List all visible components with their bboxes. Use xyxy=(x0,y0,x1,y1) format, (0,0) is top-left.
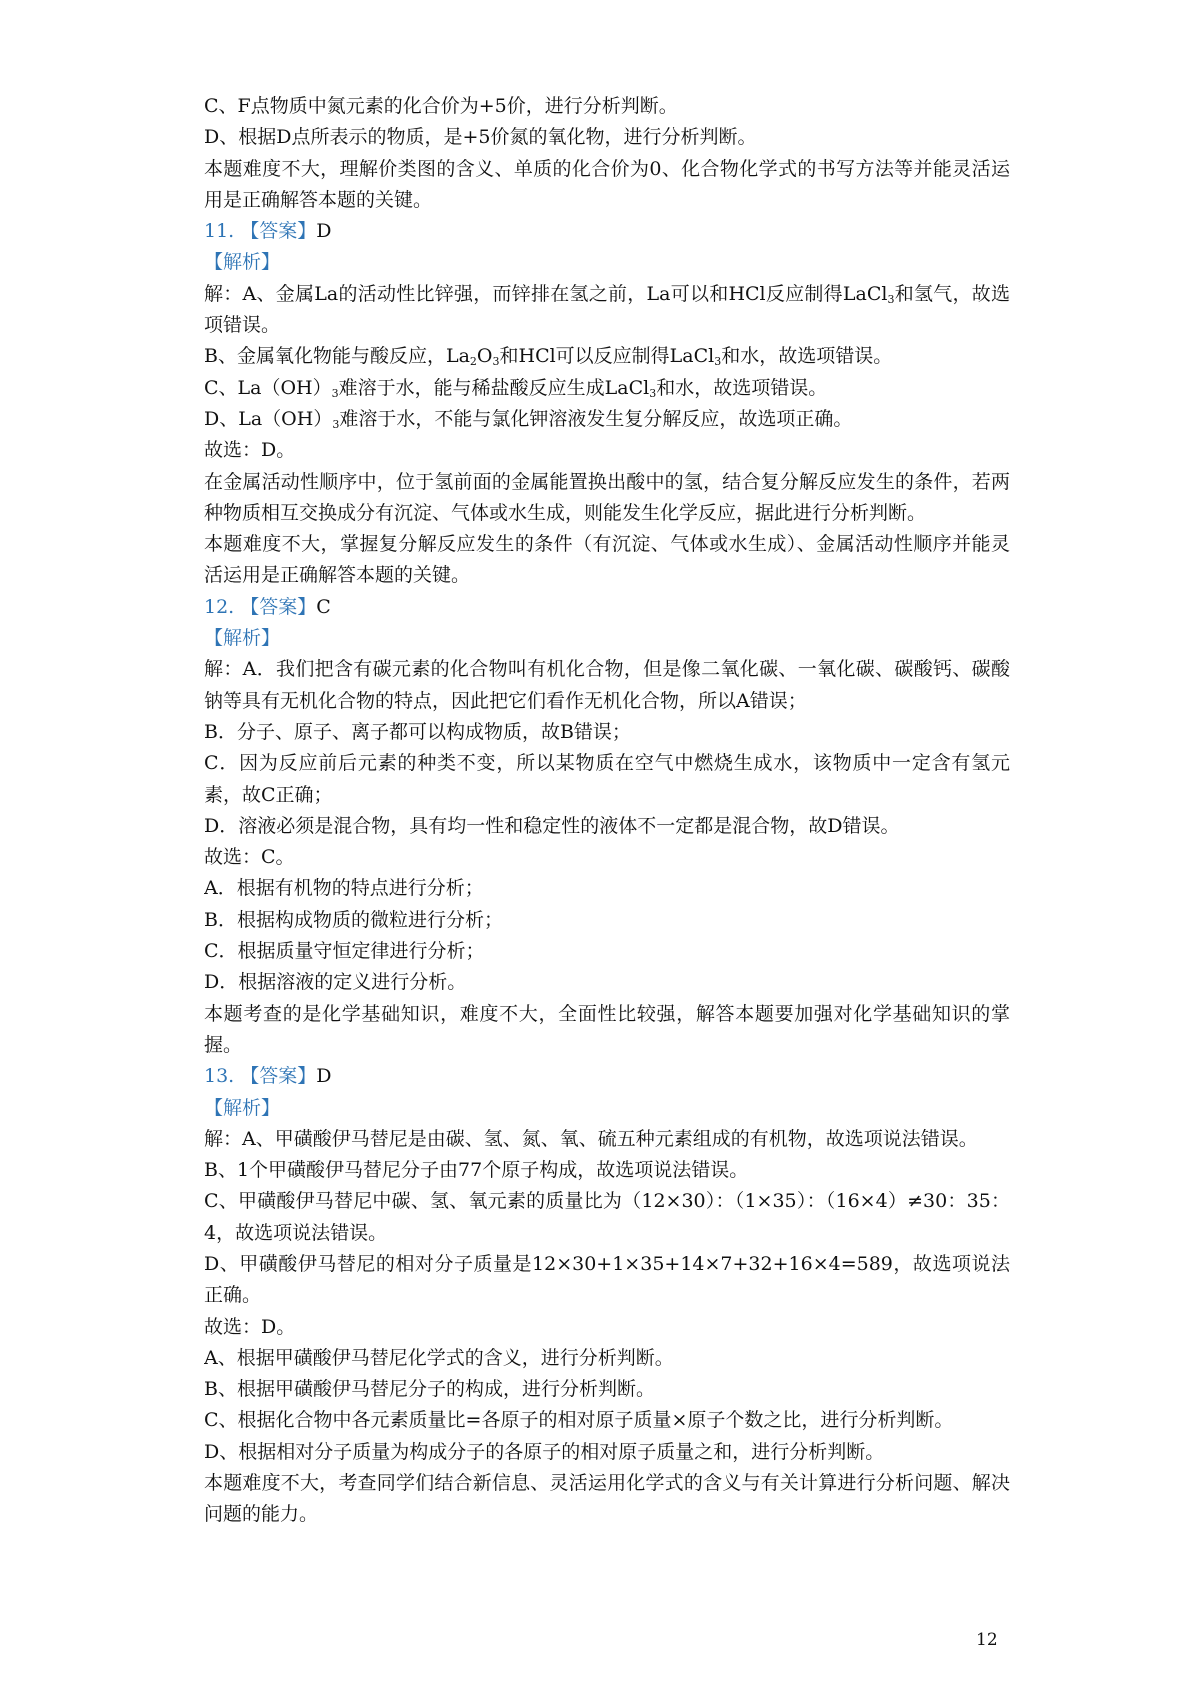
answer-value: C xyxy=(316,595,331,618)
note-11-1: 在金属活动性顺序中，位于氢前面的金属能置换出酸中的氢，结合复分解反应发生的条件，若两种物质相互交换成分有沉淀、气体或水生成，则能发生化学反应，据此进行分析判断。 xyxy=(204,470,1010,524)
answer-value: D xyxy=(316,1065,332,1088)
analysis-c-11: C、$La(OH)_3$难溶于水，能与稀盐酸反应生成LaCl$_3$和水，故选项错误。 xyxy=(204,376,828,400)
analysis-label-13: 【解析】 xyxy=(204,1096,281,1119)
note-12: 本题考查的是化学基础知识，难度不大，全面性比较强，解答本题要加强对化学基础知识的掌握。 xyxy=(204,1002,1010,1056)
analysis-a-13: 解：A、甲磺酸伊马替尼是由碳、氢、氮、氧、硫五种元素组成的有机物，故选项说法错误。 xyxy=(204,1127,978,1150)
analysis-b-12: B．分子、原子、离子都可以构成物质，故B错误； xyxy=(204,720,631,743)
answer-heading-11 xyxy=(204,216,1010,247)
analysis-c-13: C、甲磺酸伊马替尼中碳、氢、氧元素的质量比为（12×30）：（1×35）：（16×4）≠30：35：4，故选项说法错误。 xyxy=(204,1190,1010,1244)
choice-13: 故选：D。 xyxy=(204,1315,296,1338)
tip-c-13: C、根据化合物中各元素质量比=各原子的相对原子质量×原子个数之比，进行分析判断。 xyxy=(204,1409,954,1432)
answer-value: D xyxy=(316,220,332,243)
analysis-d-12: D．溶液必须是混合物，具有均一性和稳定性的液体不一定都是混合物，故D错误。 xyxy=(204,814,900,837)
analysis-b-11: B、金属氧化物能与酸反应，$La_2O_3$和HCl可以反应制得LaCl$_3$和水，故选项错误。 xyxy=(204,345,893,369)
tip-a-13: A、根据甲磺酸伊马替尼化学式的含义，进行分析判断。 xyxy=(204,1346,674,1369)
tip-d-13: D、根据相对分子质量为构成分子的各原子的相对原子质量之和，进行分析判断。 xyxy=(204,1440,885,1463)
note-11-2: 本题难度不大，掌握复分解反应发生的条件（有沉淀、气体或水生成）、金属活动性顺序并能灵活运用是正确解答本题的关键。 xyxy=(204,533,1010,587)
note-13: 本题难度不大，考查同学们结合新信息、灵活运用化学式的含义与有关计算进行分析问题、解决问题的能力。 xyxy=(204,1472,1010,1526)
answer-label: 12. 【答案】 xyxy=(204,595,317,618)
text-line: D、根据D点所表示的物质，是+5价氮的氧化物，进行分析判断。 xyxy=(204,126,757,149)
answer-label: 11. 【答案】 xyxy=(204,220,317,243)
analysis-d-11: D、$La(OH)_3$难溶于水，不能与氯化钾溶液发生复分解反应，故选项正确。 xyxy=(204,407,853,431)
analysis-label-12: 【解析】 xyxy=(204,627,281,650)
text-line: C、F点物质中氮元素的化合价为+5价，进行分析判断。 xyxy=(204,95,678,117)
tip-a-12: A．根据有机物的特点进行分析； xyxy=(204,877,484,900)
choice-12: 故选：C。 xyxy=(204,846,295,869)
tip-d-12: D．根据溶液的定义进行分析。 xyxy=(204,971,467,994)
tip-b-12: B．根据构成物质的微粒进行分析； xyxy=(204,908,503,931)
answer-heading-12 xyxy=(204,592,1010,623)
document-body xyxy=(204,91,1010,1531)
tip-c-12: C．根据质量守恒定律进行分析； xyxy=(204,940,485,963)
analysis-label-11: 【解析】 xyxy=(204,251,281,274)
answer-heading-13 xyxy=(204,1061,1010,1092)
page-number: 12 xyxy=(976,1630,998,1650)
analysis-c-12: C．因为反应前后元素的种类不变，所以某物质在空气中燃烧生成水，该物质中一定含有氢元素，故C正确； xyxy=(204,752,1010,806)
analysis-a-12: 解：A．我们把含有碳元素的化合物叫有机化合物，但是像二氧化碳、一氧化碳、碳酸钙、碳酸钠等具有无机化合物的特点，因此把它们看作无机化合物，所以A错误； xyxy=(204,658,1010,712)
analysis-d-13: D、甲磺酸伊马替尼的相对分子质量是12×30+1×35+14×7+32+16×4=589，故选项说法正确。 xyxy=(204,1252,1010,1307)
analysis-a-11: 解：A、金属La的活动性比锌强，而锌排在氢之前，La可以和HCl反应制得LaCl$_3$和氢气，故选项错误。 xyxy=(204,282,1010,337)
analysis-b-13: B、1个甲磺酸伊马替尼分子由77个原子构成，故选项说法错误。 xyxy=(204,1159,749,1182)
tip-b-13: B、根据甲磺酸伊马替尼分子的构成，进行分析判断。 xyxy=(204,1378,655,1401)
answer-label: 13. 【答案】 xyxy=(204,1065,317,1088)
choice-11: 故选：D。 xyxy=(204,439,296,462)
text-paragraph: 本题难度不大，理解价类图的含义、单质的化合价为0、化合物化学式的书写方法等并能灵活运用是正确解答本题的关键。 xyxy=(204,157,1010,211)
